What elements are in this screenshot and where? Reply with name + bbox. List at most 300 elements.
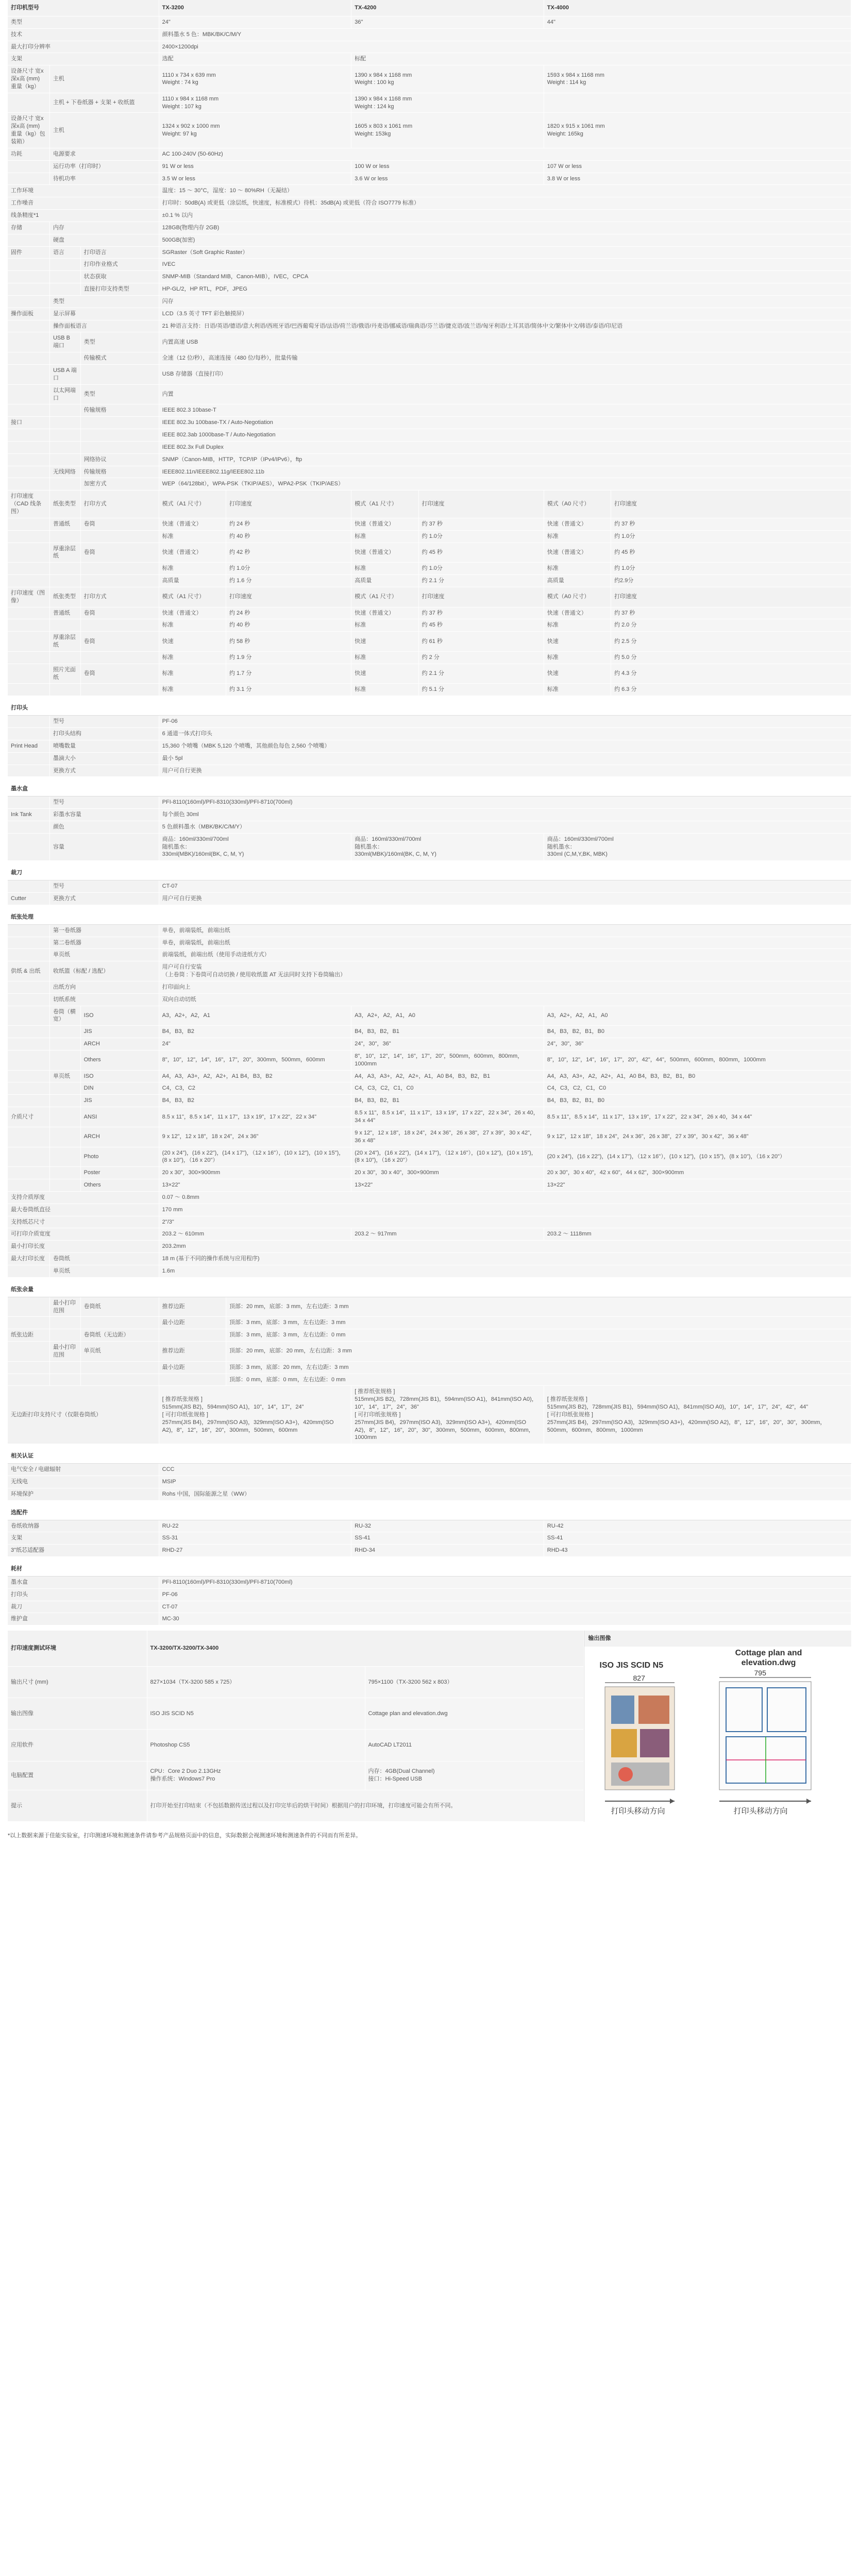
row-label (8, 1026, 49, 1038)
row-label (8, 453, 49, 466)
section-title: 选配件 (8, 1500, 851, 1520)
spec-row (8, 937, 851, 949)
row-label: 切纸系统 (49, 993, 159, 1006)
row-label: 运行功率（打印时） (49, 160, 159, 173)
spec-row (8, 16, 851, 28)
row-label (8, 796, 49, 809)
row-label (49, 478, 80, 490)
row-label (80, 429, 159, 442)
row-label: 类型 (80, 384, 159, 404)
value-cell: C4，C3，C2，C1，C0 (351, 1082, 544, 1095)
row-label: 状态获取 (80, 271, 159, 283)
value-cell: A3，A2+，A2，A1，A0 (544, 1006, 851, 1026)
footnote: *以上数据来源于佳能实验室，打印测速环境和测速条件请参考产品规格页面中的信息，实际数据会视测速环境和测速条件的不同而有所差异。 (8, 1833, 362, 1839)
row-label (8, 993, 49, 1006)
row-label: ARCH (80, 1127, 159, 1147)
row-label: 加密方式 (80, 478, 159, 490)
row-label (8, 765, 49, 777)
value-cell: 2400×1200dpi (159, 41, 851, 53)
row-label (8, 1006, 49, 1026)
spec-row (8, 728, 851, 740)
spec-row (8, 1520, 851, 1532)
row-label: 最小打印长度 (8, 1241, 159, 1253)
value-cell: 91 W or less (159, 160, 351, 173)
value-cell: 795×1100（TX-3200 562 x 803） (365, 1666, 583, 1698)
spec-row (8, 259, 851, 271)
row-label (80, 365, 159, 385)
value-cell: Rohs 中国，国际能源之星（WW） (159, 1488, 851, 1500)
spec-row (8, 295, 851, 308)
value-cell: 24" (159, 16, 351, 28)
value-cell: AC 100-240V (50-60Hz) (159, 148, 851, 160)
value-cell: 1390 x 984 x 1168 mm Weight : 124 kg (351, 93, 544, 113)
value-cell: PFI-8110(160ml)/PFI-8310(330ml)/PFI-8710(700ml) (159, 1576, 851, 1588)
row-label: 类型 (8, 16, 159, 28)
row-label (8, 821, 49, 833)
row-label (8, 441, 49, 453)
row-label: 最小打印范围 (49, 1297, 80, 1317)
row-label: ISO (80, 1006, 159, 1026)
speed-cell (80, 684, 159, 696)
value-cell: 1390 x 984 x 1168 mm Weight : 100 kg (351, 65, 544, 93)
speed-cell: 约 2.1 分 (418, 575, 544, 587)
value-cell: 8"，10"，12"，14"，16"，17"，20"，300mm，500mm，600mm (159, 1050, 351, 1070)
row-label (8, 651, 49, 664)
row-label: 显示屏幕 (49, 308, 159, 320)
row-label (8, 1265, 49, 1277)
speed-cell: 约 5.0 分 (611, 651, 851, 664)
margin-row (8, 1342, 851, 1362)
speed-cell: 打印方式 (80, 587, 159, 607)
row-label (8, 728, 49, 740)
section-title-row (8, 777, 851, 796)
speed-cell: 模式（A0 尺寸） (544, 587, 611, 607)
row-label (8, 607, 49, 619)
speed-cell: 标准 (351, 684, 418, 696)
row-label: 打印速度（CAD 线条图） (8, 490, 49, 518)
row-label (80, 1361, 159, 1374)
row-label: 硬盘 (49, 234, 159, 246)
value-cell: LCD（3.5 英寸 TFT 彩色触摸屏） (159, 308, 851, 320)
value-cell: 温度：15 ～ 30°C，湿度：10 ～ 80%RH（无凝结） (159, 185, 851, 197)
value-cell: ±0.1 % 以内 (159, 210, 851, 222)
speed-cell: 快速（普通文） (159, 607, 226, 619)
row-label (8, 283, 49, 296)
speed-cell: 约 1.0分 (226, 563, 351, 575)
row-label: 存储 (8, 222, 49, 234)
row-label (8, 93, 49, 113)
margin-row (8, 1374, 851, 1386)
value-cell: 1110 x 734 x 639 mm Weight : 74 kg (159, 65, 351, 93)
row-label (8, 518, 49, 530)
speed-row (8, 543, 851, 563)
row-label: 以太网端口 (49, 384, 80, 404)
row-label (8, 478, 49, 490)
speed-row (8, 651, 851, 664)
speed-cell: 快速（普通文） (351, 518, 418, 530)
row-label: 打印头 (8, 1588, 159, 1601)
value-cell: A3，A2+，A2，A1 (159, 1006, 351, 1026)
row-label: 容量 (49, 833, 159, 861)
speed-cell: 卷筒 (80, 664, 159, 684)
spec-row (8, 28, 851, 41)
speed-cell: 约 40 秒 (226, 530, 351, 543)
speed-cell: 标准 (159, 651, 226, 664)
spec-table (8, 0, 851, 1625)
row-label (8, 1095, 49, 1107)
value-cell: 顶部：20 mm，底部：20 mm，左右边距：3 mm (226, 1342, 851, 1362)
value-cell: 170 mm (159, 1204, 851, 1216)
value-cell: C4，C3，C2，C1，C0 (544, 1082, 851, 1095)
row-label: 最小打印范围 (49, 1342, 80, 1362)
speed-cell: 厚重涂层纸 (49, 632, 80, 652)
row-label: 介质尺寸 (8, 1107, 49, 1127)
section-title: 裁刀 (8, 861, 851, 880)
value-cell: 44" (544, 16, 851, 28)
row-label (8, 563, 49, 575)
size-row (8, 1167, 851, 1179)
interface-row (8, 453, 851, 466)
row-label (49, 1147, 80, 1167)
value-cell: B4，B3，B2，B1，B0 (544, 1095, 851, 1107)
value-cell: SS-41 (544, 1532, 851, 1545)
size-row (8, 1179, 851, 1192)
size-row (8, 1107, 851, 1127)
cottage-caption: Cottage plan and elevation.dwg (735, 1649, 802, 1667)
row-label: 输出尺寸 (mm) (8, 1666, 147, 1698)
speed-cell: 卷筒 (80, 632, 159, 652)
value-cell: IVEC (159, 259, 851, 271)
row-label (8, 160, 49, 173)
direction-label-1: 打印头移动方向 (611, 1807, 665, 1816)
speed-cell: 约 24 秒 (226, 607, 351, 619)
speed-cell: 打印方式 (80, 490, 159, 518)
section-title-row (8, 861, 851, 880)
speed-cell: 约 6.3 分 (611, 684, 851, 696)
speed-cell: 标准 (544, 651, 611, 664)
row-label: 单页纸 (49, 1265, 159, 1277)
speed-cell: 打印速度 (611, 490, 851, 518)
row-label (8, 1127, 49, 1147)
interface-row (8, 404, 851, 417)
speed-cell: 约 1.0分 (418, 530, 544, 543)
row-label (8, 320, 49, 332)
row-label: 接口 (8, 417, 49, 429)
speed-cell (80, 530, 159, 543)
speed-cell: 快速（普通文） (351, 543, 418, 563)
value-cell: CCC (159, 1464, 851, 1476)
row-label: 无线网络 (49, 466, 80, 478)
row-label: JIS (80, 1095, 159, 1107)
value-cell: 用户可自行更换 (159, 892, 851, 905)
value-cell: 18 m (基于不同的操作系统与应用程序) (159, 1253, 851, 1265)
speed-cell (49, 619, 80, 632)
row-label: 最大打印分辨率 (8, 41, 159, 53)
row-label (80, 417, 159, 429)
value-cell: 颜料墨水 5 色：MBK/BK/C/M/Y (159, 28, 851, 41)
speed-cell: 普通纸 (49, 607, 80, 619)
row-label: 应用软件 (8, 1730, 147, 1761)
row-label (49, 429, 80, 442)
row-label (49, 1107, 80, 1127)
row-label (8, 234, 49, 246)
row-label: 单页纸 (80, 1342, 159, 1362)
value-cell: RHD-34 (351, 1545, 544, 1557)
speed-cell: 标准 (159, 664, 226, 684)
speed-cell: 标准 (544, 684, 611, 696)
value-cell: 1110 x 984 x 1168 mm Weight : 107 kg (159, 93, 351, 113)
speed-cell: 约 2 分 (418, 651, 544, 664)
speed-cell: 标准 (159, 619, 226, 632)
row-label (49, 352, 80, 365)
row-label (8, 332, 49, 352)
value-cell: 13×22" (159, 1179, 351, 1192)
section-title-row (8, 1444, 851, 1464)
value-cell: 打印面向上 (159, 981, 851, 993)
row-label (8, 949, 49, 961)
value-cell: 打印开始至打印结束（不包括数据传送过程以及打印完毕后的烘干时间）根据用户的打印环境，打印速度可能会有所不同。 (147, 1790, 583, 1821)
value-cell: CT-07 (159, 1601, 851, 1613)
value-cell: 36" (351, 16, 544, 28)
row-label (8, 295, 49, 308)
value-cell: WEP（64/128bit），WPA-PSK（TKIP/AES），WPA2-PSK（TKIP/AES） (159, 478, 851, 490)
speed-cell: 标准 (351, 563, 418, 575)
row-label (49, 1050, 80, 1070)
row-label: 环境保护 (8, 1488, 159, 1500)
row-label (8, 1179, 49, 1192)
spec-row (8, 833, 851, 861)
value-cell: 20 x 30"，30 x 40"，42 x 60"，44 x 62"，300×900mm (544, 1167, 851, 1179)
row-label: 出纸方向 (49, 981, 159, 993)
value-cell: 6 通道一体式打印头 (159, 728, 851, 740)
value-cell: 24"，30"，36" (351, 1038, 544, 1050)
section-title-row (8, 696, 851, 716)
spec-row (8, 246, 851, 259)
row-label: 维护盒 (8, 1613, 159, 1625)
speed-cell: 约 2.5 分 (611, 632, 851, 652)
value-cell: PFI-8110(160ml)/PFI-8310(330ml)/PFI-8710(700ml) (159, 796, 851, 809)
row-label: 功耗 (8, 148, 49, 160)
speed-cell: 快速（普通文） (159, 543, 226, 563)
speed-cell (80, 575, 159, 587)
size-row (8, 1050, 851, 1070)
value-cell: 203.2mm (159, 1241, 851, 1253)
value-cell: A4，A3，A3+，A2，A2+，A1，A0 B4，B3，B2，B1 (351, 1070, 544, 1082)
value-cell: (20 x 24")，(16 x 22")，(14 x 17")，（12 x 16"），(10 x 12")，(10 x 15")，(8 x 10")，（16 x 20"） (544, 1147, 851, 1167)
value-cell: SGRaster（Soft Graphic Raster） (159, 246, 851, 259)
spec-row (8, 148, 851, 160)
speed-cell: 约 2.1 分 (418, 664, 544, 684)
spec-row (8, 113, 851, 148)
value-cell: RU-42 (544, 1520, 851, 1532)
speed-row (8, 619, 851, 632)
value-cell (544, 93, 851, 113)
speed-cell: 标准 (351, 651, 418, 664)
value-cell: A4，A3，A3+，A2，A2+，A1，A0 B4，B3，B2，B1，B0 (544, 1070, 851, 1082)
row-label (8, 981, 49, 993)
dim-2: 795 (754, 1669, 766, 1677)
row-label: 更换方式 (49, 892, 159, 905)
row-label (8, 684, 49, 696)
row-label: 无边距打印支持尺寸（仅限卷筒纸） (8, 1386, 159, 1444)
row-label: 操作面板语言 (49, 320, 159, 332)
row-label: ARCH (80, 1038, 159, 1050)
spec-row (8, 949, 851, 961)
row-label: 设备尺寸 宽x深x高 (mm) 重量（kg） (8, 65, 49, 93)
row-label (8, 1317, 49, 1329)
spec-row (8, 1476, 851, 1488)
speed-cell: 快速 (351, 632, 418, 652)
row-label (49, 1317, 80, 1329)
section-title: 墨水盒 (8, 777, 851, 796)
value-cell: 24" (159, 1038, 351, 1050)
row-label: 打印作业格式 (80, 259, 159, 271)
size-row (8, 1095, 851, 1107)
speed-row (8, 563, 851, 575)
row-label: 传输规格 (80, 466, 159, 478)
spec-row (8, 880, 851, 893)
row-label: 卷筒纸 (49, 1253, 159, 1265)
row-label (8, 530, 49, 543)
speed-cell: 快速（普通文） (544, 543, 611, 563)
test-row (8, 1790, 583, 1821)
row-label (8, 1038, 49, 1050)
row-label (8, 716, 49, 728)
value-cell: 选配 (159, 53, 351, 65)
size-row (8, 1147, 851, 1167)
speed-cell (49, 530, 80, 543)
test-col: TX-3200/TX-3200/TX-3400 (147, 1631, 583, 1666)
value-cell: 13×22" (544, 1179, 851, 1192)
section-title-row (8, 905, 851, 924)
dim-1: 827 (633, 1674, 645, 1683)
value-cell: RHD-27 (159, 1545, 351, 1557)
section-title: 纸张余量 (8, 1277, 851, 1297)
speed-cell: 模式（A0 尺寸） (544, 490, 611, 518)
speed-cell: 快速 (351, 664, 418, 684)
row-label (8, 1070, 49, 1082)
value-cell: 2"/3" (159, 1216, 851, 1228)
value-cell: 单卷，前端装纸，前端出纸 (159, 924, 851, 937)
row-label: 固件 (8, 246, 49, 259)
speed-cell: 高质量 (351, 575, 418, 587)
speed-cell (80, 619, 159, 632)
row-label (8, 924, 49, 937)
speed-cell (49, 684, 80, 696)
row-label: 打印速度（图像） (8, 587, 49, 607)
row-label: Ink Tank (8, 809, 49, 821)
row-label (49, 271, 80, 283)
spec-row (8, 1488, 851, 1500)
row-label (8, 543, 49, 563)
row-label: Cutter (8, 892, 49, 905)
value-cell: 21 种语言支持：日语/英语/德语/意大利语/西班牙语/巴西葡萄牙语/法语/荷兰语/俄语/丹麦语/挪威语/瑞典语/芬兰语/捷克语/波兰语/匈牙利语/土耳其语/简体中文/繁体中文/韩语/泰语/印尼语 (159, 320, 851, 332)
speed-cell: 模式（A1 尺寸） (159, 587, 226, 607)
row-label: 型号 (49, 880, 159, 893)
value-cell: B4，B3，B2，B1 (351, 1026, 544, 1038)
row-label: 主机 + 下卷纸器 + 支架 + 收纸篮 (49, 93, 159, 113)
speed-cell: 标准 (159, 530, 226, 543)
value-cell: CPU：Core 2 Duo 2.13GHz 操作系统：Windows7 Pro (147, 1761, 365, 1790)
spec-row (8, 765, 851, 777)
row-label (8, 752, 49, 765)
value-cell: IEEE 802.3 10base-T (159, 404, 851, 417)
spec-row (8, 210, 851, 222)
row-label (49, 259, 80, 271)
value-cell: 单卷，前端装纸，前端出纸 (159, 937, 851, 949)
spec-row (8, 160, 851, 173)
speed-cell: 标准 (351, 530, 418, 543)
speed-cell: 约 37 秒 (418, 607, 544, 619)
interface-row (8, 466, 851, 478)
value-cell: 每个颜色 30ml (159, 809, 851, 821)
row-label: 待机功率 (49, 173, 159, 185)
row-label (8, 632, 49, 652)
value-cell: SNMP（Canon-MIB，HTTP，TCP/IP（IPv4/IPv6），ftp (159, 453, 851, 466)
value-cell: B4，B3，B2 (159, 1026, 351, 1038)
interface-row (8, 429, 851, 442)
row-label: 传输规格 (80, 404, 159, 417)
header-model-3: TX-4000 (544, 0, 851, 16)
value-cell: 闪存 (159, 295, 851, 308)
value-cell: 13×22" (351, 1179, 544, 1192)
value-cell: 内置 (159, 384, 851, 404)
value-cell: 标配 (351, 53, 851, 65)
row-label: DIN (80, 1082, 159, 1095)
test-table (8, 1631, 584, 1822)
speed-cell: 高质量 (544, 575, 611, 587)
speed-cell: 约 1.6 分 (226, 575, 351, 587)
speed-cell: 普通纸 (49, 518, 80, 530)
value-cell: Cottage plan and elevation.dwg (365, 1698, 583, 1730)
size-row (8, 1038, 851, 1050)
speed-cell: 纸张类型 (49, 587, 80, 607)
section-title: 相关认证 (8, 1444, 851, 1464)
row-label (8, 1082, 49, 1095)
test-row (8, 1761, 583, 1790)
value-cell: 1820 x 915 x 1061 mm Weight: 165kg (544, 113, 851, 148)
value-cell: 前端装纸，前端出纸（使用手动进纸方式） (159, 949, 851, 961)
row-label (80, 441, 159, 453)
value-cell: 顶部：20 mm，底部：3 mm，左右边距：3 mm (226, 1297, 851, 1317)
value-cell: B4，B3，B2，B1 (351, 1095, 544, 1107)
value-cell: 全速（12 位/秒），高速连接（480 位/每秒），批量传输 (159, 352, 851, 365)
spec-row (8, 41, 851, 53)
value-cell: 128GB(物理内存 2GB) (159, 222, 851, 234)
speed-cell: 约 37 秒 (418, 518, 544, 530)
row-label: 语言 (49, 246, 80, 259)
row-label: ANSI (80, 1107, 159, 1127)
spec-row (8, 222, 851, 234)
spec-row (8, 809, 851, 821)
spec-row (8, 173, 851, 185)
row-label (49, 1179, 80, 1192)
speed-cell: 约 1.0分 (611, 563, 851, 575)
row-label: 传输模式 (80, 352, 159, 365)
header-model-2: TX-4200 (351, 0, 544, 16)
spec-row (8, 821, 851, 833)
row-label: 最小边距 (159, 1317, 226, 1329)
row-label: ISO (80, 1070, 159, 1082)
spec-row (8, 197, 851, 210)
speed-row (8, 587, 851, 607)
spec-row (8, 1588, 851, 1601)
spec-row (8, 1216, 851, 1228)
value-cell: IEEE 802.3x Full Duplex (159, 441, 851, 453)
row-label: JIS (80, 1026, 159, 1038)
row-label (80, 1374, 159, 1386)
speed-row (8, 518, 851, 530)
